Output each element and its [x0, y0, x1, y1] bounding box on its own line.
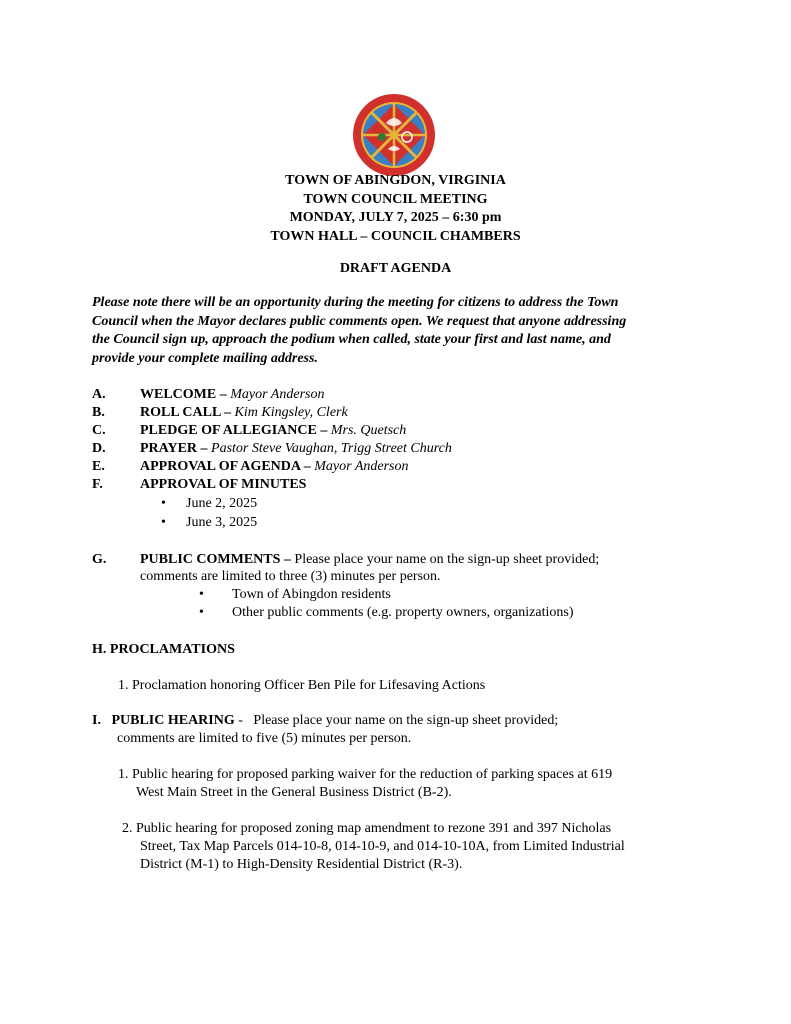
proclamations-heading: H. PROCLAMATIONS	[92, 642, 235, 657]
notice-line: Please note there will be an opportunity during the meeting for citizens to address the Town	[92, 295, 619, 310]
town-name: TOWN OF ABINGDON, VIRGINIA	[285, 173, 506, 188]
notice-line: provide your complete mailing address.	[92, 350, 318, 366]
hearing-item-1-cont: West Main Street in the General Business District (B-2).	[136, 785, 452, 800]
minutes-date: June 3, 2025	[186, 515, 258, 530]
hearing-item-2-cont: Street, Tax Map Parcels 014-10-8, 014-10-9, and 014-10-10A, from Limited Industrial	[140, 839, 625, 854]
meeting-location: TOWN HALL – COUNCIL CHAMBERS	[270, 228, 521, 244]
proclamation-item: 1. Proclamation honoring Officer Ben Pile for Lifesaving Actions	[118, 678, 486, 693]
bullet-icon: •	[199, 587, 204, 602]
hearing-item-1: 1. Public hearing for proposed parking waiver for the reduction of parking spaces at 619	[118, 767, 613, 782]
bullet-icon: •	[161, 515, 166, 530]
page-title: DRAFT AGENDA	[339, 261, 452, 276]
bullet-icon: •	[199, 605, 204, 620]
public-comments-category: Other public comments (e.g. property owners, organizations)	[232, 605, 574, 620]
public-comments-category: Town of Abingdon residents	[232, 587, 391, 602]
public-comment-notice	[92, 294, 712, 368]
bullet-icon: •	[161, 496, 166, 511]
meeting-date: MONDAY, JULY 7, 2025 – 6:30 pm	[289, 210, 502, 225]
hearing-item-2: 2. Public hearing for proposed zoning map amendment to rezone 391 and 397 Nicholas	[122, 821, 612, 836]
notice-line: Council when the Mayor declares public comments open. We request that anyone addressing	[92, 313, 627, 329]
public-comments-limit: comments are limited to three (3) minutes per person.	[140, 569, 441, 584]
notice-line: the Council sign up, approach the podium when called, state your first and last name, and	[92, 332, 611, 347]
meeting-header	[0, 172, 791, 246]
minutes-date: June 2, 2025	[186, 496, 258, 511]
town-seal-logo	[352, 93, 436, 177]
public-hearing-heading: I. PUBLIC HEARING - Please place your name on the sign-up sheet provided;	[92, 713, 559, 728]
meeting-name: TOWN COUNCIL MEETING	[303, 191, 488, 207]
public-hearing-limit: comments are limited to five (5) minutes per person.	[117, 731, 412, 746]
hearing-item-2-cont: District (M-1) to High-Density Residential District (R-3).	[140, 857, 463, 872]
